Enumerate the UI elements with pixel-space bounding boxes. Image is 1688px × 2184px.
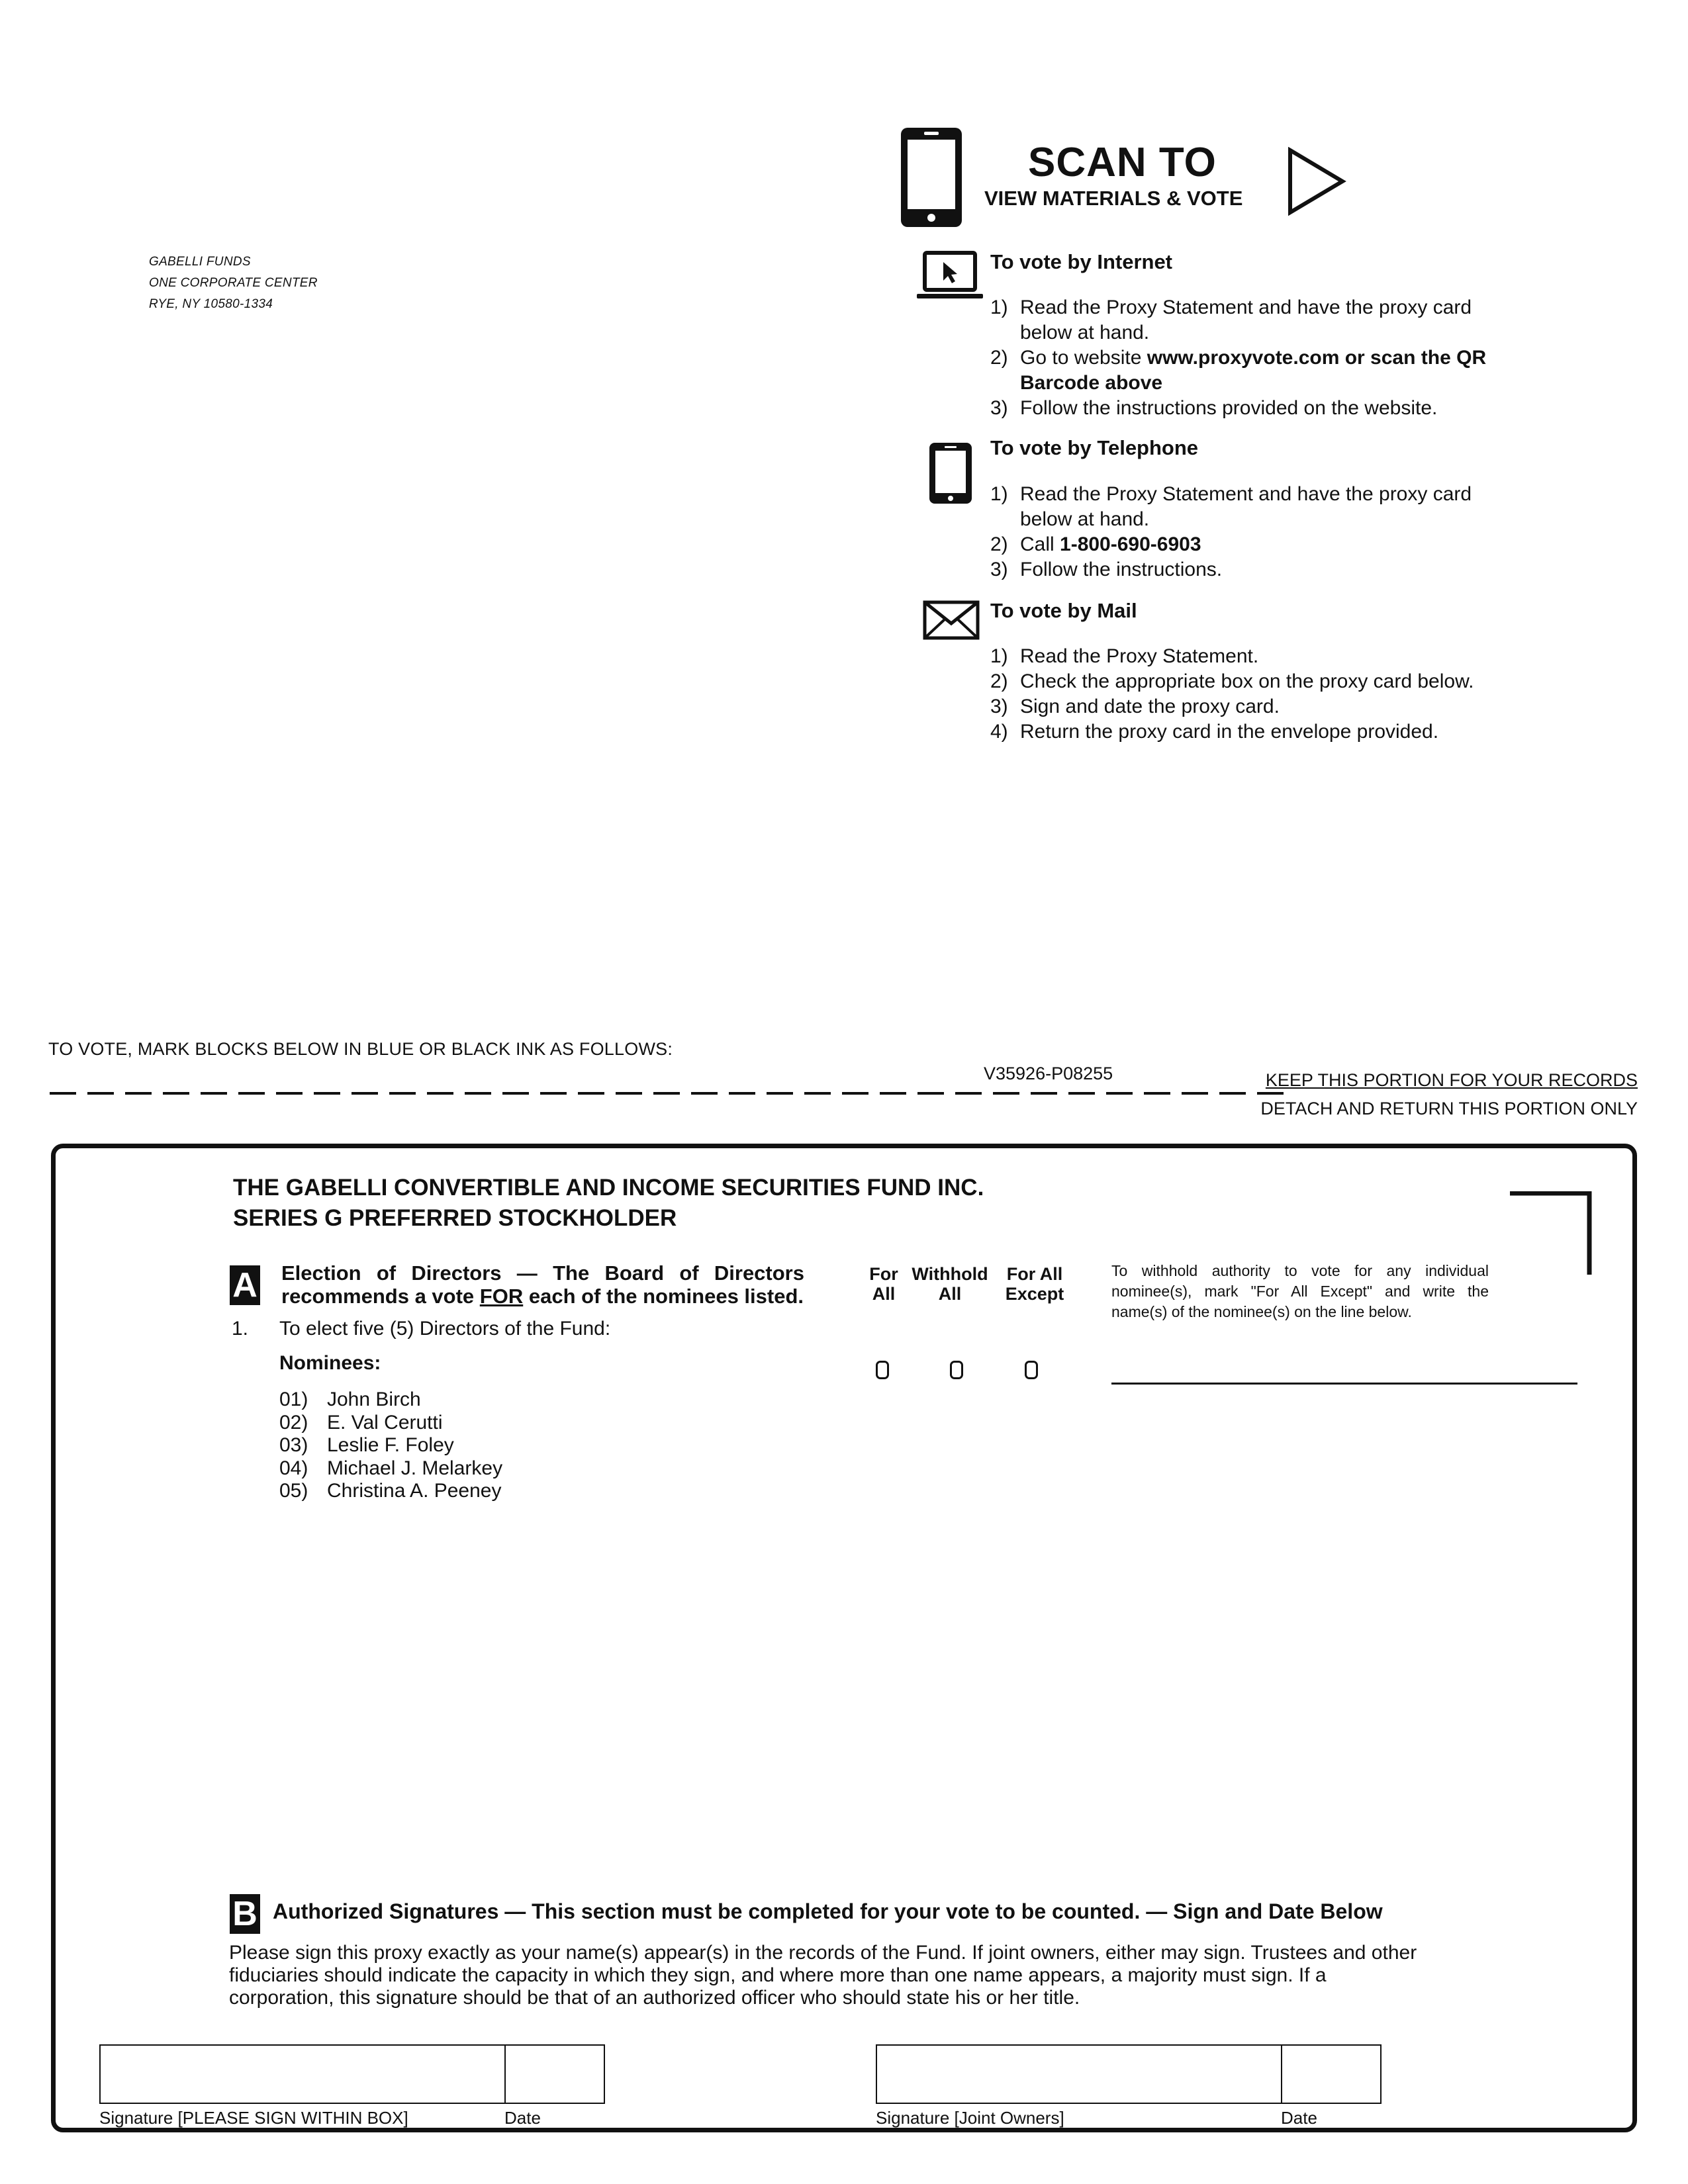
joint-signature-label: Signature [Joint Owners] xyxy=(876,2108,1064,2128)
proposal-number: 1. xyxy=(232,1318,249,1340)
nominee-item: 03) Leslie F. Foley xyxy=(279,1434,454,1456)
return-address xyxy=(149,251,318,315)
website-link[interactable]: www.proxyvote.com or scan the QR Barcode above xyxy=(1020,347,1487,394)
joint-signature-box[interactable] xyxy=(876,2044,1282,2104)
play-arrow-icon xyxy=(1287,147,1346,216)
section-a-title-line1: Election of Directors — The Board of Directors xyxy=(281,1261,804,1285)
fund-series: SERIES G PREFERRED STOCKHOLDER xyxy=(233,1205,677,1231)
telephone-steps xyxy=(990,482,1507,582)
step-item: 1) Read the Proxy Statement. xyxy=(990,645,1259,667)
section-b-title: Authorized Signatures — This section must be completed for your vote to be counted. — Sign and Date Below xyxy=(273,1899,1383,1923)
fund-name: THE GABELLI CONVERTIBLE AND INCOME SECURITIES FUND INC. xyxy=(233,1175,984,1201)
step-item: 2) Call 1-800-690-6903 xyxy=(990,533,1201,555)
laptop-icon xyxy=(917,250,983,302)
nominee-item: 04) Michael J. Melarkey xyxy=(279,1457,503,1479)
marking-instructions: TO VOTE, MARK BLOCKS BELOW IN BLUE OR BLACK INK AS FOLLOWS: xyxy=(48,1039,673,1059)
step-item: 2) Go to website www.proxyvote.com or scan the QR Barcode above xyxy=(990,347,1487,394)
for-all-except-header: For All Except xyxy=(1005,1264,1064,1304)
step-item: 2) Check the appropriate box on the proxy card below. xyxy=(990,670,1474,692)
step-item: 3) Sign and date the proxy card. xyxy=(990,696,1280,717)
step-item: 3) Follow the instructions provided on the website. xyxy=(990,397,1438,419)
internet-steps xyxy=(990,295,1507,421)
for-all-header: For All xyxy=(869,1264,898,1304)
date-box[interactable] xyxy=(504,2044,605,2104)
signature-box[interactable] xyxy=(99,2044,506,2104)
withhold-all-header: Withhold All xyxy=(912,1264,988,1304)
telephone-title: To vote by Telephone xyxy=(990,436,1199,459)
smartphone-icon xyxy=(898,124,965,230)
withhold-instructions: To withhold authority to vote for any individual nominee(s), mark "For All Except" and write the name(s) of the nominee(s) on the line below. xyxy=(1111,1262,1489,1320)
signature-label: Signature [PLEASE SIGN WITHIN BOX] xyxy=(99,2108,408,2128)
step-item: 3) Follow the instructions. xyxy=(990,559,1223,580)
control-code: V35926-P08255 xyxy=(984,1064,1113,1083)
detach-dashed-line xyxy=(50,1091,1638,1096)
for-all-except-checkbox[interactable] xyxy=(1025,1361,1038,1379)
nominee-list xyxy=(279,1388,502,1503)
nominee-item: 05) Christina A. Peeney xyxy=(279,1480,502,1502)
envelope-icon xyxy=(923,600,980,640)
for-emphasis: FOR xyxy=(479,1285,524,1308)
proposal-text: To elect five (5) Directors of the Fund: xyxy=(279,1318,611,1340)
nominee-item: 01) John Birch xyxy=(279,1388,421,1410)
address-line: ONE CORPORATE CENTER xyxy=(149,276,318,290)
except-nominee-write-in-line[interactable] xyxy=(1111,1383,1577,1385)
mail-steps xyxy=(990,644,1507,745)
corner-registration-mark xyxy=(1510,1191,1592,1277)
signature-instructions: Please sign this proxy exactly as your name(s) appear(s) in the records of the Fund. If joint owners, either may sign. Trustees and other fiduciaries should indicate the capacity in which they sign, and where more than one name appears, a majority must sign. If a corporation, this signature should be that of an authorized officer who should state his or her title. xyxy=(229,1942,1417,2009)
detach-portion-label: DETACH AND RETURN THIS PORTION ONLY xyxy=(1260,1099,1638,1118)
mobile-phone-icon xyxy=(928,441,973,505)
nominee-item: 02) E. Val Cerutti xyxy=(279,1411,443,1433)
for-all-checkbox[interactable] xyxy=(876,1361,889,1379)
step-item: 1) Read the Proxy Statement and have the proxy card below at hand. xyxy=(990,483,1472,530)
scan-subtitle: VIEW MATERIALS & VOTE xyxy=(984,187,1243,210)
internet-title: To vote by Internet xyxy=(990,250,1173,273)
keep-portion-label: KEEP THIS PORTION FOR YOUR RECORDS xyxy=(1265,1070,1638,1090)
section-a-title xyxy=(281,1261,804,1308)
mail-title: To vote by Mail xyxy=(990,599,1137,622)
joint-date-box[interactable] xyxy=(1281,2044,1382,2104)
phone-number[interactable]: 1-800-690-6903 xyxy=(1060,533,1201,555)
joint-date-label: Date xyxy=(1281,2108,1317,2128)
section-b-badge: B xyxy=(230,1894,260,1934)
section-a-title-line2: recommends a vote FOR each of the nominees listed. xyxy=(281,1285,804,1308)
step-item: 4) Return the proxy card in the envelope provided. xyxy=(990,721,1439,743)
nominees-label: Nominees: xyxy=(279,1352,381,1374)
address-line: RYE, NY 10580-1334 xyxy=(149,297,273,311)
fund-heading xyxy=(233,1173,984,1234)
section-a-badge: A xyxy=(230,1265,260,1305)
proposal-1 xyxy=(232,1318,610,1340)
date-label: Date xyxy=(504,2108,541,2128)
step-item: 1) Read the Proxy Statement and have the proxy card below at hand. xyxy=(990,296,1472,343)
scan-title: SCAN TO xyxy=(1028,140,1217,185)
address-line: GABELLI FUNDS xyxy=(149,255,251,269)
withhold-all-checkbox[interactable] xyxy=(950,1361,963,1379)
